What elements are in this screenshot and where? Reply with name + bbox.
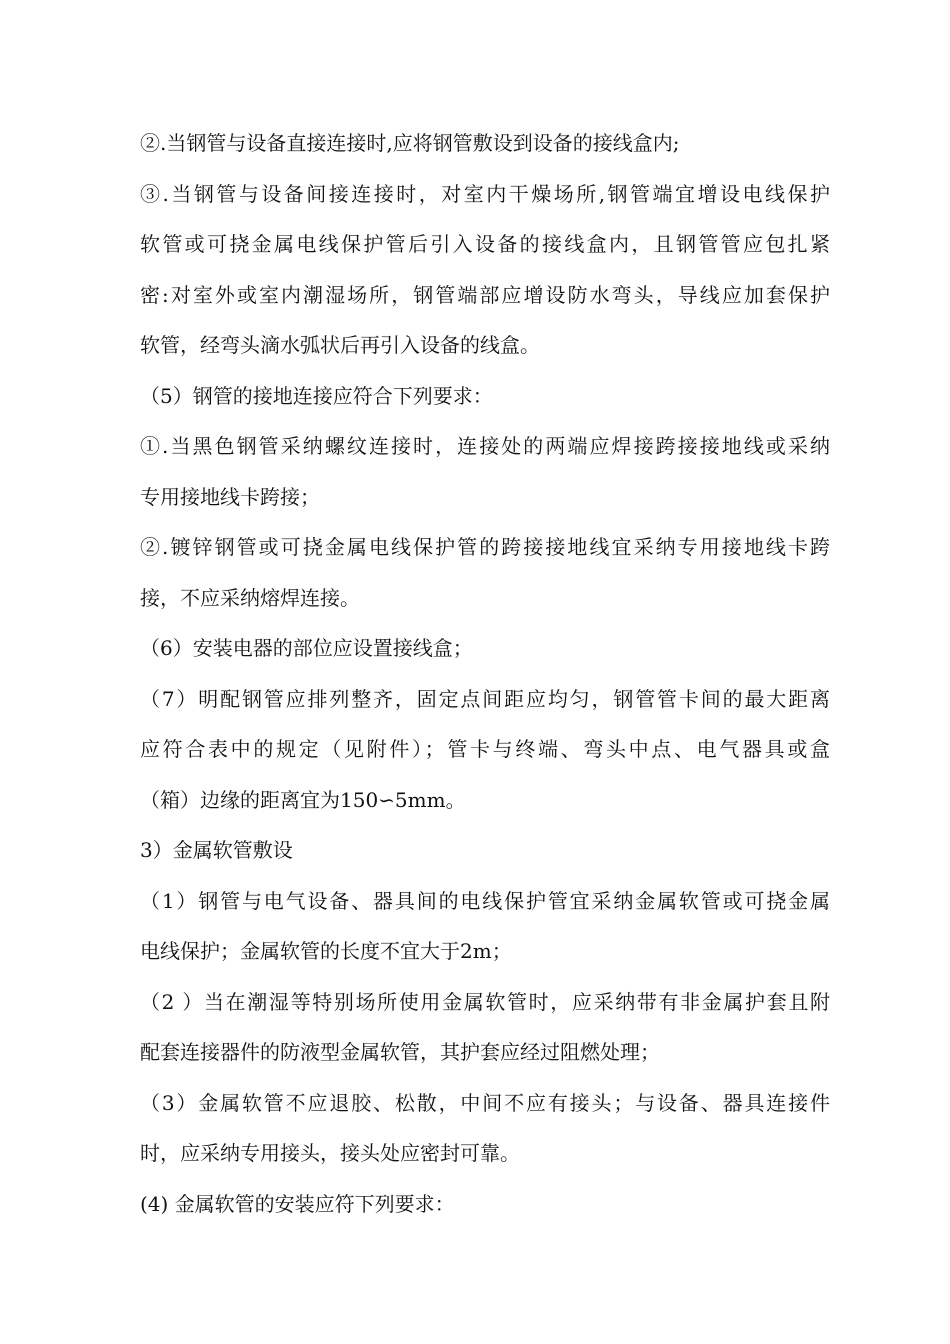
- text-line: 时，应采纳专用接头，接头处应密封可靠。: [140, 1141, 520, 1165]
- text-line: ③.当钢管与设备间接连接时，对室内干燥场所,钢管端宜增设电线保护: [140, 181, 830, 206]
- text-line: 软管或可挠金属电线保护管后引入设备的接线盒内，且钢管管应包扎紧: [140, 232, 830, 256]
- text-line: (4) 金属软管的安装应符下列要求：: [140, 1191, 455, 1216]
- text-line: （6）安装电器的部位应设置接线盒；: [140, 636, 473, 660]
- text-line: （2 ）当在潮湿等特别场所使用金属软管时，应采纳带有非金属护套且附: [140, 989, 830, 1014]
- text-line: 软管，经弯头滴水弧状后再引入设备的线盒。: [140, 333, 540, 357]
- text-line: ②.当钢管与设备直接连接时,应将钢管敷设到设备的接线盒内;: [140, 131, 680, 155]
- text-line: （3）金属软管不应退胶、松散，中间不应有接头；与设备、器具连接件: [140, 1090, 830, 1115]
- document-body: [140, 118, 830, 1229]
- text-line: （5）钢管的接地连接应符合下列要求：: [140, 383, 493, 408]
- text-line: ②.镀锌钢管或可挠金属电线保护管的跨接接地线宜采纳专用接地线卡跨: [140, 535, 830, 559]
- text-line: 电线保护；金属软管的长度不宜大于2m；: [140, 939, 512, 963]
- text-line: 应符合表中的规定（见附件）；管卡与终端、弯头中点、电气器具或盒: [140, 737, 830, 761]
- text-line: （箱）边缘的距离宜为150∽5mm。: [140, 787, 466, 812]
- text-line: ①.当黑色钢管采纳螺纹连接时，连接处的两端应焊接跨接接地线或采纳: [140, 434, 830, 458]
- text-line: 3）金属软管敷设: [140, 838, 293, 862]
- text-line: （7）明配钢管应排列整齐，固定点间距应均匀，钢管管卡间的最大距离: [140, 686, 830, 711]
- text-line: 专用接地线卡跨接；: [140, 484, 320, 509]
- text-line: 密:对室外或室内潮湿场所，钢管端部应增设防水弯头，导线应加套保护: [140, 282, 830, 307]
- text-line: 配套连接器件的防液型金属软管，其护套应经过阻燃处理；: [140, 1040, 660, 1064]
- text-line: （1）钢管与电气设备、器具间的电线保护管宜采纳金属软管或可挠金属: [140, 888, 830, 913]
- text-line: 接，不应采纳熔焊连接。: [140, 585, 360, 610]
